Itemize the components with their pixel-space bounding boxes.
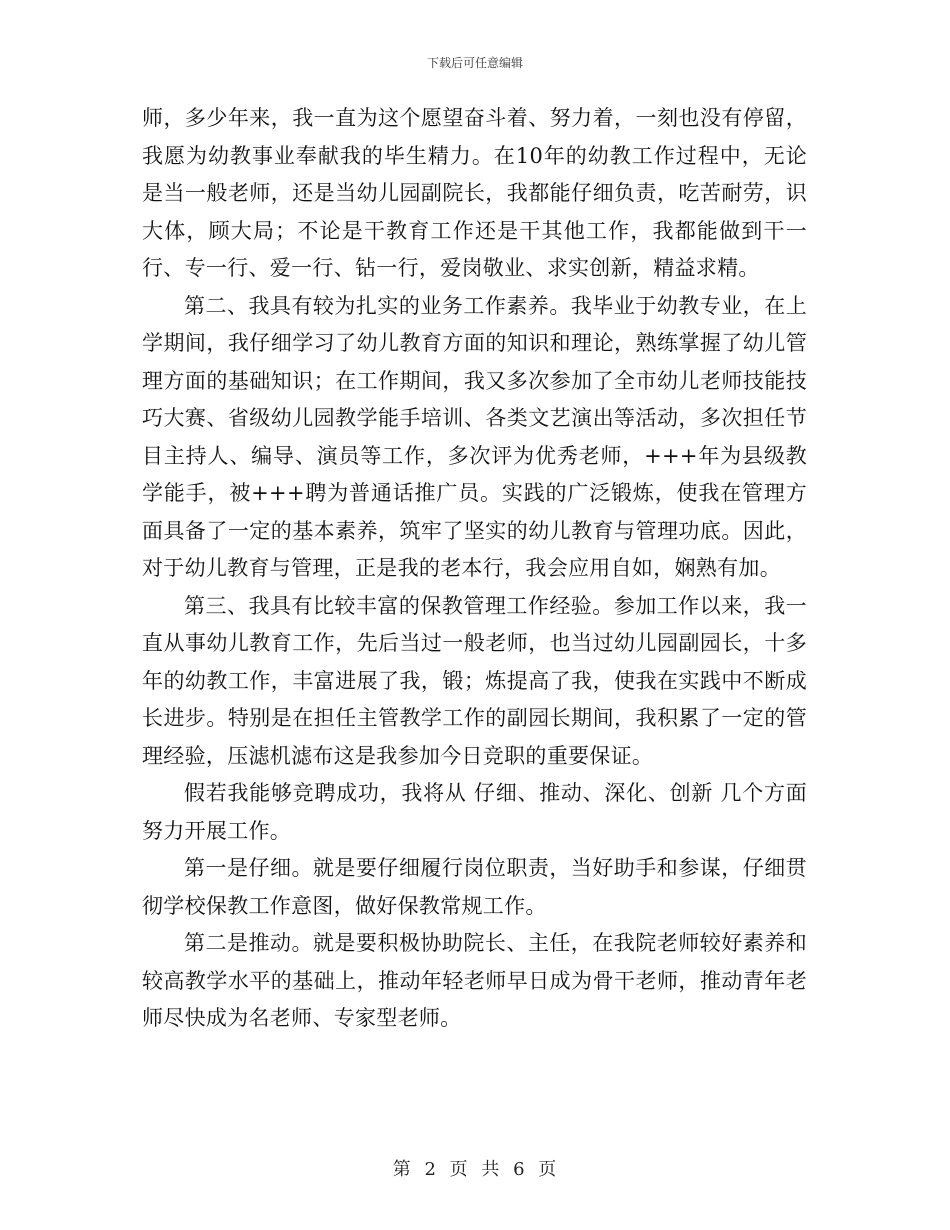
document-body [142, 100, 807, 1038]
paragraph-3: 第三、我具有比较丰富的保教管理工作经验。参加工作以来，我一直从事幼儿教育工作，先后当过一般老师，也当过幼儿园副园长，十多年的幼教工作，丰富进展了我，锻；炼提高了我，使我在实践中不断成长进步。特别是在担任主管教学工作的副园长期间，我积累了一定的管理经验，压滤机滤布这是我参加今日竞职的重要保证。 [142, 593, 807, 768]
paragraph-6: 第二是推动。就是要积极协助院长、主任，在我院老师较好素养和较高教学水平的基础上，推动年轻老师早日成为骨干老师，推动青年老师尽快成为名老师、专家型老师。 [142, 931, 807, 1030]
page-number: 第 2 页 共 6 页 [392, 1159, 558, 1180]
paragraph-4: 假若我能够竞聘成功，我将从 仔细、推动、深化、创新 几个方面努力开展工作。 [142, 781, 807, 843]
page-header-note: 下载后可任意编辑 [426, 56, 523, 70]
paragraph-2: 第二、我具有较为扎实的业务工作素养。我毕业于幼教专业，在上学期间，我仔细学习了幼儿教育方面的知识和理论，熟练掌握了幼儿管理方面的基础知识；在工作期间，我又多次参加了全市幼儿老师技能技巧大赛、省级幼儿园教学能手培训、各类文艺演出等活动，多次担任节目主持人、编导、演员等工作，多次评为优秀老师，+++年为县级教学能手，被+++聘为普通话推广员。实践的广泛锻炼，使我在管理方面具备了一定的基本素养，筑牢了坚实的幼儿教育与管理功底。因此，对于幼儿教育与管理，正是我的老本行，我会应用自如，娴熟有加。 [142, 293, 807, 580]
paragraph-5: 第一是仔细。就是要仔细履行岗位职责，当好助手和参谋，仔细贯彻学校保教工作意图，做好保教常规工作。 [142, 856, 807, 918]
paragraph-1: 师，多少年来，我一直为这个愿望奋斗着、努力着，一刻也没有停留，我愿为幼教事业奉献我的毕生精力。在10年的幼教工作过程中，无论是当一般老师，还是当幼儿园副院长，我都能仔细负责，吃苦耐劳，识大体，顾大局；不论是干教育工作还是干其他工作，我都能做到干一行、专一行、爱一行、钻一行，爱岗敬业、求实创新，精益求精。 [142, 106, 807, 280]
